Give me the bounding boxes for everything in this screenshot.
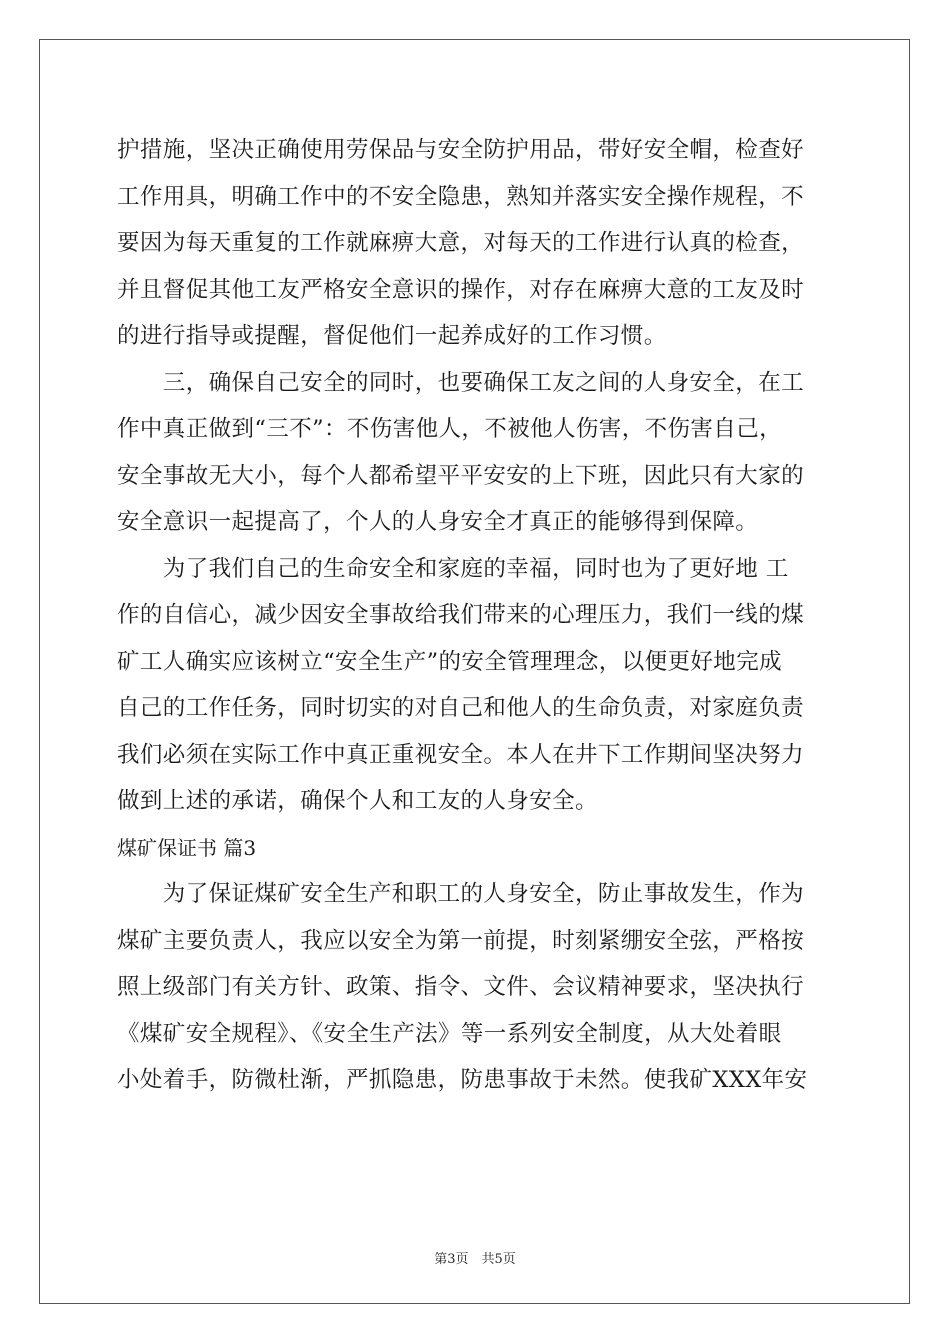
page-footer: 第3页 共5页 (434, 1252, 516, 1267)
paragraph-3 (117, 546, 835, 825)
text-line: 为了保证煤矿安全生产和职工的人身安全，防止事故发生，作为 (117, 881, 805, 907)
text-line: 作的自信心，减少因安全事故给我们带来的心理压力，我们一线的煤 (117, 602, 805, 628)
text-line: 的进行指导或提醒，督促他们一起养成好的工作习惯。 (117, 323, 667, 349)
text-line: 照上级部门有关方针、政策、指令、文件、会议精神要求，坚决执行 (117, 974, 805, 1000)
paragraph-2 (117, 360, 835, 546)
text-line: 工作用具，明确工作中的不安全隐患，熟知并落实安全操作规程，不 (117, 183, 805, 210)
text-line: 作中真正做到“三不”：不伤害他人，不被他人伤害，不伤害自己， (117, 416, 783, 442)
text-line: 矿工人确实应该树立“安全生产”的安全管理理念，以便更好地完成 (117, 648, 783, 675)
text-line: 护措施，坚决正确使用劳保品与安全防护用品，带好安全帽，检查好 (117, 137, 805, 163)
text-line: 安全事故无大小，每个人都希望平平安安的上下班，因此只有大家的 (117, 462, 805, 489)
text-line: 我们必须在实际工作中真正重视安全。本人在井下工作期间坚决努力 (117, 741, 805, 768)
paragraph-4 (117, 871, 835, 1104)
section-heading: 煤矿保证书 篇3 (117, 835, 257, 860)
text-line: 煤矿主要负责人，我应以安全为第一前提，时刻紧绷安全弦，严格按 (117, 927, 805, 954)
paragraph-1 (117, 127, 835, 360)
text-line: 小处着手，防微杜渐，严抓隐患，防患事故于未然。使我矿XXX年安 (117, 1067, 808, 1093)
text-line: 为了我们自己的生命安全和家庭的幸福，同时也为了更好地 工 (117, 555, 789, 582)
text-line: 并且督促其他工友严格安全意识的操作，对存在麻痹大意的工友及时 (117, 276, 805, 303)
text-line: 做到上述的承诺，确保个人和工友的人身安全。 (117, 788, 598, 814)
text-line: 三，确保自己安全的同时，也要确保工友之间的人身安全，在工 (117, 369, 805, 396)
text-line: 安全意识一起提高了，个人的人身安全才真正的能够得到保障。 (117, 509, 759, 535)
text-line: 要因为每天重复的工作就麻痹大意，对每天的工作进行认真的检查， (117, 230, 805, 256)
text-line: 自己的工作任务，同时切实的对自己和他人的生命负责，对家庭负责 (117, 695, 805, 721)
text-line: 《煤矿安全规程》、《安全生产法》等一系列安全制度，从大处着眼 (117, 1020, 782, 1047)
document-body (117, 127, 835, 1104)
